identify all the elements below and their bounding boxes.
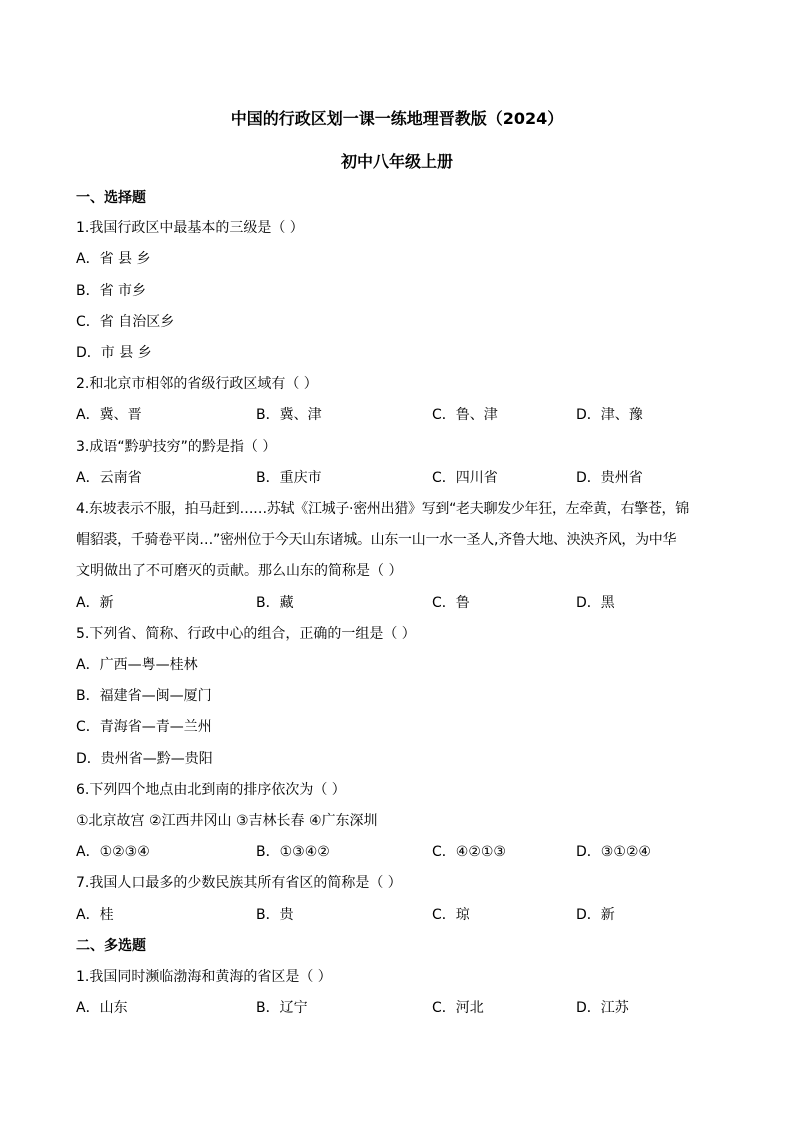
question-4-stem-line-1: 4.东坡表示不服，拍马赶到……苏轼《江城子·密州出猎》写到“老夫聊发少年狂，左牵黄，右擎苍，锦 bbox=[76, 501, 689, 517]
section-heading-multi: 二、多选题 bbox=[76, 938, 146, 954]
multi-question-1-option-b: B．辽宁 bbox=[256, 1000, 308, 1016]
question-6-option-a: A．①②③④ bbox=[76, 844, 150, 860]
question-5-option-a: A．广西—粤—桂林 bbox=[76, 657, 198, 673]
question-3-option-c: C．四川省 bbox=[432, 470, 498, 486]
question-6-items: ①北京故宫 ②江西井冈山 ③吉林长春 ④广东深圳 bbox=[76, 813, 378, 829]
multi-question-1-option-a: A．山东 bbox=[76, 1000, 128, 1016]
document-title: 中国的行政区划一课一练地理晋教版（2024） bbox=[230, 109, 564, 128]
question-6-stem: 6.下列四个地点由北到南的排序依次为（ ） bbox=[76, 782, 346, 798]
multi-question-1-options bbox=[0, 997, 794, 1017]
multi-question-1-option-d: D．江苏 bbox=[576, 1000, 629, 1016]
question-4-option-a: A．新 bbox=[76, 595, 114, 611]
question-4-stem-line-3: 文明做出了不可磨灭的贡献。那么山东的简称是（ ） bbox=[76, 563, 403, 579]
question-7-option-a: A．桂 bbox=[76, 907, 114, 923]
question-5-option-c: C．青海省—青—兰州 bbox=[76, 719, 212, 735]
question-3-option-d: D．贵州省 bbox=[576, 470, 643, 486]
question-7-option-c: C．琼 bbox=[432, 907, 470, 923]
question-1-stem: 1.我国行政区中最基本的三级是（ ） bbox=[76, 220, 304, 236]
question-4-option-b: B．藏 bbox=[256, 595, 294, 611]
question-4-stem-line-2: 帽貂裘，千骑卷平岗…”密州位于今天山东诸城。山东一山一水一圣人,齐鲁大地、泱泱齐风，为中华 bbox=[76, 532, 677, 548]
question-5-stem: 5.下列省、简称、行政中心的组合，正确的一组是（ ） bbox=[76, 626, 416, 642]
question-1-option-c: C．省 自治区乡 bbox=[76, 314, 175, 330]
question-3-option-a: A．云南省 bbox=[76, 470, 142, 486]
question-2-option-c: C．鲁、津 bbox=[432, 407, 498, 423]
question-2-options bbox=[0, 404, 794, 424]
question-7-option-b: B．贵 bbox=[256, 907, 294, 923]
question-6-options bbox=[0, 841, 794, 861]
multi-question-1-option-c: C．河北 bbox=[432, 1000, 484, 1016]
question-7-stem: 7.我国人口最多的少数民族其所有省区的简称是（ ） bbox=[76, 875, 402, 891]
multi-question-1-stem: 1.我国同时濒临渤海和黄海的省区是（ ） bbox=[76, 969, 332, 985]
question-6-option-c: C．④②①③ bbox=[432, 844, 506, 860]
question-1-option-b: B．省 市乡 bbox=[76, 283, 147, 299]
question-4-option-d: D．黑 bbox=[576, 595, 615, 611]
question-3-stem: 3.成语“黔驴技穷”的黔是指（ ） bbox=[76, 439, 277, 455]
question-4-option-c: C．鲁 bbox=[432, 595, 470, 611]
question-5-option-d: D．贵州省—黔—贵阳 bbox=[76, 751, 213, 767]
question-3-options bbox=[0, 467, 794, 487]
question-5-option-b: B．福建省—闽—厦门 bbox=[76, 688, 212, 704]
section-heading-choice: 一、选择题 bbox=[76, 190, 146, 206]
question-7-options bbox=[0, 904, 794, 924]
question-1-option-a: A．省 县 乡 bbox=[76, 251, 151, 267]
question-2-stem: 2.和北京市相邻的省级行政区域有（ ） bbox=[76, 376, 318, 392]
question-4-options bbox=[0, 592, 794, 612]
question-6-option-d: D．③①②④ bbox=[576, 844, 651, 860]
question-2-option-d: D．津、豫 bbox=[576, 407, 643, 423]
question-2-option-b: B．冀、津 bbox=[256, 407, 322, 423]
question-7-option-d: D．新 bbox=[576, 907, 615, 923]
question-2-option-a: A．冀、晋 bbox=[76, 407, 142, 423]
question-1-option-d: D．市 县 乡 bbox=[76, 345, 152, 361]
question-6-option-b: B．①③④② bbox=[256, 844, 330, 860]
question-3-option-b: B．重庆市 bbox=[256, 470, 322, 486]
document-subtitle: 初中八年级上册 bbox=[340, 152, 453, 171]
